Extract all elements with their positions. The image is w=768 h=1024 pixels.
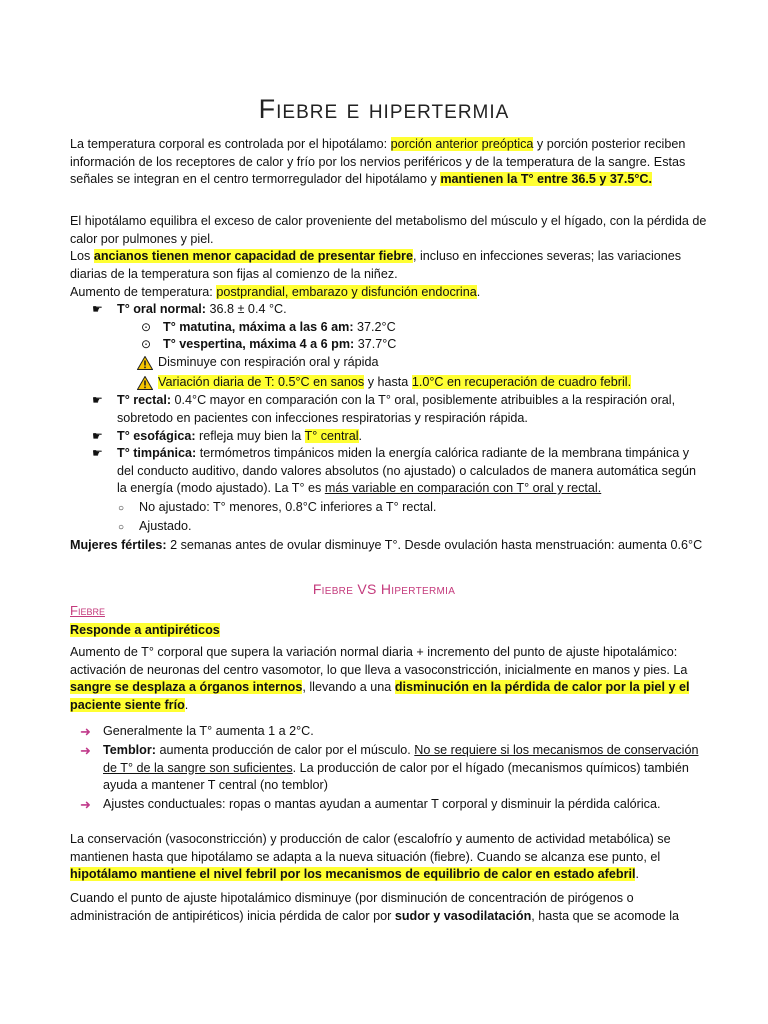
- item-label: T° timpánica:: [117, 446, 200, 460]
- item-text: 0.4°C mayor en comparación con la T° oral, posiblemente atribuibles a la respiración oral, sobretodo en pacientes con infecciones respiratorias y respiración rápida.: [117, 393, 676, 425]
- warning-item-2: [158, 374, 631, 392]
- text-run: , incluso en infecciones severas; las variaciones diarias de la temperatura son fijas al comienzo de la niñez.: [70, 249, 682, 281]
- arrow-item-1: Generalmente la T° aumenta 1 a 2°C.: [103, 724, 314, 738]
- highlight: T° central: [304, 429, 359, 443]
- highlight: Responde a antipiréticos: [70, 623, 220, 637]
- matutina-item: [163, 319, 396, 337]
- warning-icon: [137, 356, 153, 370]
- item-label: T° esofágica:: [117, 429, 200, 443]
- item-text: aumenta producción de calor por el músculo.: [159, 743, 415, 757]
- vespertina-item: [163, 336, 396, 354]
- rectal-item: [117, 392, 707, 427]
- elderly-paragraph: [70, 248, 710, 283]
- mujeres-line: [70, 537, 702, 555]
- text-run: .: [358, 429, 363, 443]
- highlight: 1.0°C en recuperación de cuadro febril.: [411, 375, 632, 389]
- pointing-hand-icon: ☛: [92, 429, 103, 443]
- pointing-hand-icon: ☛: [92, 393, 103, 407]
- fiebre-heading: Fiebre: [70, 603, 105, 618]
- intro-paragraph: [70, 136, 710, 189]
- responde-line: [70, 622, 220, 640]
- highlight: porción anterior preóptica: [390, 137, 534, 151]
- fiebre-paragraph-1: [70, 644, 705, 714]
- page-title: Fiebre e hipertermia: [258, 94, 510, 124]
- item-value: 37.2°C: [357, 320, 396, 334]
- right-arrow-icon: ➜: [80, 724, 91, 739]
- pointing-hand-icon: ☛: [92, 302, 103, 316]
- item-label: T° vespertina, máxima 4 a 6 pm:: [163, 337, 358, 351]
- item-text: refleja muy bien la: [199, 429, 305, 443]
- timpanica-item: [117, 445, 707, 498]
- circled-dot-icon: ⊙: [141, 320, 152, 334]
- text-run: y hasta: [364, 375, 412, 389]
- bold-text: sudor y vasodilatación: [394, 908, 532, 923]
- item-label: T° oral normal:: [117, 302, 210, 316]
- text-run: La temperatura corporal es controlada por el hipotálamo:: [70, 137, 391, 151]
- item-label: Temblor:: [103, 743, 160, 757]
- text-run: , hasta que se acomode la: [531, 908, 680, 923]
- item-value: 36.8 ± 0.4 °C.: [209, 302, 287, 316]
- esofagica-item: [117, 428, 362, 446]
- text-run: . La producción de calor por el hígado (mecanismos químicos) también ayuda a mantener T central (no temblor): [103, 760, 689, 792]
- no-ajustado-item: No ajustado: T° menores, 0.8°C inferiores a T° rectal.: [139, 500, 437, 514]
- highlight: hipotálamo mantiene el nivel febril por los mecanismos de equilibrio de calor en estado afebril: [70, 867, 636, 881]
- text-run: Aumento de T° corporal que supera la variación normal diaria + incremento del punto de ajuste hipotalámico: activación de neuronas del centro vasomotor, lo que lleva a vasoconstricción, inicialmente en manos y pies. La: [70, 645, 688, 677]
- hollow-circle-icon: ○: [118, 503, 125, 514]
- underlined-text: No se requiere si los mecanismos de conservación de T° de la sangre son suficientes: [103, 743, 699, 775]
- right-arrow-icon: ➜: [80, 743, 91, 758]
- text-run: La conservación (vasoconstricción) y producción de calor (escalofrío y aumento de actividad metabólica) se mantienen hasta que hipotálamo se adapta a la nueva situación (fiebre). Cuando se alcanza ese punto, el: [70, 832, 671, 864]
- pointing-hand-icon: ☛: [92, 446, 103, 460]
- hypothalamus-paragraph: El hipotálamo equilibra el exceso de calor proveniente del metabolismo del músculo y el hígado, con la pérdida de calor por pulmones y piel.: [70, 214, 707, 246]
- fiebre-paragraph-3: [70, 890, 705, 925]
- fiebre-paragraph-2: [70, 831, 705, 884]
- item-text: 2 semanas antes de ovular disminuye T°. Desde ovulación hasta menstruación: aumenta 0.6°C: [170, 538, 703, 552]
- item-label: Mujeres fértiles:: [70, 538, 171, 552]
- oral-item: [117, 301, 287, 319]
- text-run: .: [635, 867, 639, 881]
- item-text: termómetros timpánicos miden la energía calórica radiante de la membrana timpánica y del conducto auditivo, dando valores absolutos (no ajustado) o calculados de manera automática según la energía (modo ajustado). La T° es: [117, 446, 696, 495]
- highlight: sangre se desplaza a órganos internos: [70, 680, 303, 694]
- text-run: Los: [70, 249, 94, 263]
- hollow-circle-icon: ○: [118, 522, 125, 533]
- highlight: mantienen la T° entre 36.5 y 37.5°C.: [440, 172, 653, 186]
- highlight: ancianos tienen menor capacidad de presentar fiebre: [93, 249, 413, 263]
- warning-icon: [137, 376, 153, 390]
- underlined-text: más variable en comparación con T° oral y rectal.: [324, 481, 602, 495]
- text-run: .: [184, 697, 189, 712]
- item-label: T° matutina, máxima a las 6 am:: [163, 320, 358, 334]
- highlight: postprandial, embarazo y disfunción endocrina: [216, 285, 477, 299]
- warning-item-1: Disminuye con respiración oral y rápida: [158, 355, 379, 369]
- increase-paragraph: [70, 284, 710, 302]
- text-run: .: [476, 285, 481, 299]
- arrow-item-2: [103, 742, 703, 795]
- text-run: y porción posterior reciben información de los receptores de calor y frío por los nervios periféricos y de la temperatura de la sangre. Estas señales se integran en el centro termorregulador del hipotálamo y: [70, 137, 686, 186]
- text-run: , llevando a una: [302, 680, 395, 694]
- text-run: Cuando el punto de ajuste hipotalámico disminuye (por disminución de concentración de pirógenos o administración de antipiréticos) inicia pérdida de calor por: [70, 891, 634, 923]
- circled-dot-icon: ⊙: [141, 337, 152, 351]
- right-arrow-icon: ➜: [80, 797, 91, 812]
- highlight: disminución en la pérdida de calor por la piel y el paciente siente frío: [70, 680, 690, 712]
- ajustado-item: Ajustado.: [139, 519, 192, 533]
- item-label: T° rectal:: [117, 393, 175, 407]
- item-value: 37.7°C: [357, 337, 397, 351]
- highlight: Variación diaria de T: 0.5°C en sanos: [158, 375, 365, 389]
- section-title: Fiebre VS Hipertermia: [312, 581, 456, 597]
- arrow-item-3: Ajustes conductuales: ropas o mantas ayudan a aumentar T corporal y disminuir la pérdida calórica.: [103, 797, 661, 811]
- text-run: Aumento de temperatura:: [70, 285, 217, 299]
